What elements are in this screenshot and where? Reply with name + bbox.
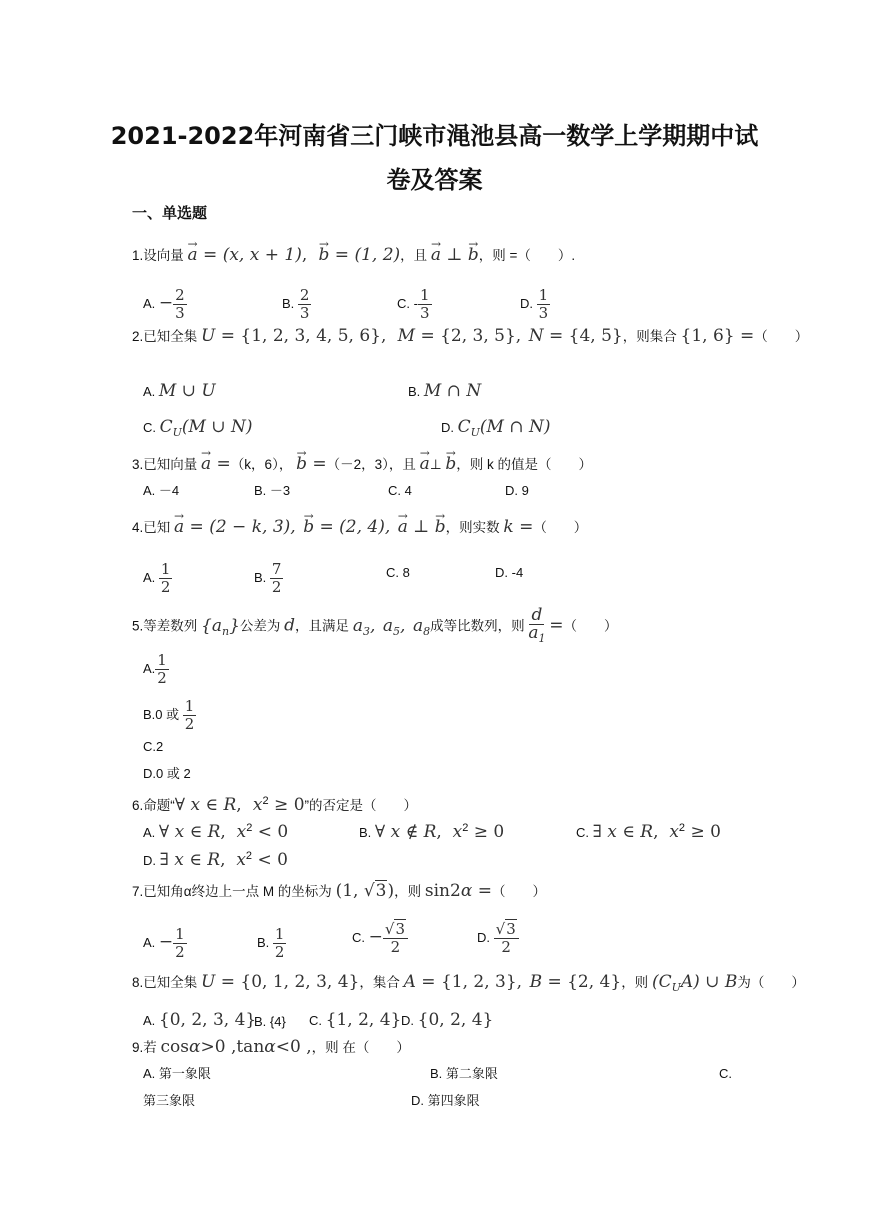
q4-option-b: B. $\frac{7}{2}$: [254, 560, 282, 596]
q6-option-c: C. ∃ x ∈ R, $x^2 \ge 0$: [576, 822, 721, 842]
q1-option-c: C. - $\frac{1}{3}$: [397, 286, 430, 322]
q9-option-c: C.: [719, 1066, 732, 1081]
q5-option-b: B.0 或 $\frac{1}{2}$: [143, 697, 195, 733]
doc-title-line1: 2021-2022年河南省三门峡市渑池县高一数学上学期期中试: [110, 122, 759, 150]
q7-option-d: D. $\frac{√3}{2}$: [477, 922, 519, 955]
q4-option-d: D. -4: [495, 565, 524, 580]
q5-option-a: A. $\frac{1}{2}$: [143, 651, 167, 687]
q6-option-a: A. ∀ x ∈ R, $x^2 < 0$: [143, 822, 289, 842]
section-heading: 一、单选题: [132, 204, 208, 222]
q8-option-d: D. {0, 2, 4}: [401, 1010, 494, 1030]
q3-option-b: B. －3: [254, 483, 291, 498]
q7-option-b: B. $\frac{1}{2}$: [257, 925, 285, 961]
question-5: 5.等差数列 $\{a_n\}$公差为 d，且满足 $a_3$, $a_5$, $a_8$成等比数列，则 $\frac{d}{a_1}$ =（ ）: [132, 605, 618, 645]
question-2: 2.已知全集 U = {1, 2, 3, 4, 5, 6}, M = {2, 3, 5}, N = {4, 5}，则集合 {1, 6} =（ ）: [132, 326, 809, 346]
q8-option-b: B. {4}: [254, 1014, 286, 1029]
q9-option-b: B. 第二象限: [430, 1066, 498, 1081]
q2-option-c: C. $C_U(M$ ∪ N): [143, 417, 253, 439]
q3-option-d: D. 9: [505, 483, 529, 498]
q4-option-c: C. 8: [386, 565, 410, 580]
q8-option-c: C. {1, 2, 4}: [309, 1010, 402, 1030]
q2-option-b: B. M ∩ N: [408, 381, 482, 401]
q1-option-d: D. $\frac{1}{3}$: [520, 286, 549, 322]
q1-option-a: A. − $\frac{2}{3}$: [143, 286, 185, 322]
q3-option-a: A. －4: [143, 483, 180, 498]
q4-option-a: A. $\frac{1}{2}$: [143, 560, 171, 596]
q9-option-c-text: 第三象限: [143, 1093, 196, 1108]
q3-option-c: C. 4: [388, 483, 412, 498]
q5-option-c: C.2: [143, 739, 164, 754]
q5-option-d: D.0 或 2: [143, 766, 191, 781]
q7-option-c: C. − $\frac{√3}{2}$: [352, 922, 408, 955]
q9-option-d: D. 第四象限: [411, 1093, 480, 1108]
q9-option-a: A. 第一象限: [143, 1066, 211, 1081]
question-3: 3.已知向量 → a =（k，6）， → b =（－2，3），且 → a⊥ → b，则 k 的值是（ ）: [132, 454, 592, 475]
q6-option-d: D. ∃ x ∈ R, $x^2 < 0$: [143, 850, 288, 870]
q1-option-b: B. $\frac{2}{3}$: [282, 286, 310, 322]
question-7: 7.已知角α终边上一点 M 的坐标为 (1, √3)，则 sin2α =（ ）: [132, 881, 546, 901]
doc-title-line2: 卷及答案: [386, 166, 483, 194]
question-8: 8.已知全集 U = {0, 1, 2, 3, 4}，集合 A = {1, 2, 3}, B = {2, 4}，则 $(C_UA)$ ∪ B为（ ）: [132, 972, 805, 994]
question-6: 6.命题“∀ x ∈ R, $x^2 \ge 0$”的否定是（ ）: [132, 795, 418, 815]
question-4: 4.已知 → a = (2 − k, 3), → b = (2, 4), → a ⊥ → b，则实数 k =（ ）: [132, 517, 587, 538]
q6-option-b: B. ∀ x ∉ R, $x^2 \ge 0$: [359, 822, 505, 842]
question-9: 9.若 cosα>0 ,tanα<0 ,，则 在（ ）: [132, 1037, 410, 1057]
question-1: 1.设向量 → a = (x, x + 1), → b = (1, 2)，且 → a ⊥ → b，则 =（ ）.: [132, 245, 575, 266]
q8-option-a: A. {0, 2, 3, 4}: [143, 1010, 257, 1030]
q2-option-d: D. $C_U(M$ ∩ N): [441, 417, 551, 439]
q2-option-a: A. M ∪ U: [143, 381, 216, 401]
q7-option-a: A. − $\frac{1}{2}$: [143, 925, 185, 961]
